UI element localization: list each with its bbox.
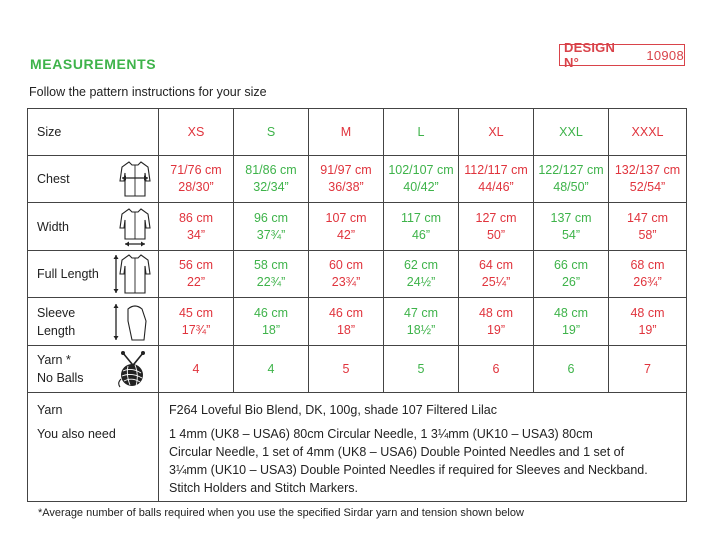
chest-row	[28, 156, 687, 203]
width-cell	[159, 203, 234, 251]
page-subtitle: Follow the pattern instructions for your size	[29, 85, 267, 99]
length-in: 22¾”	[256, 275, 286, 289]
length-cm: 62 cm	[403, 258, 439, 272]
length-cell	[609, 251, 687, 298]
width-cell	[459, 203, 534, 251]
length-in: 26¾”	[633, 275, 662, 289]
length-cm: 60 cm	[328, 258, 364, 272]
balls-cell: 7	[609, 346, 687, 393]
width-cm: 107 cm	[325, 210, 367, 225]
size-label-cell	[28, 109, 159, 156]
length-label-cell	[28, 251, 159, 298]
sleeve-label-cell	[28, 298, 159, 346]
also-need-line: Stitch Holders and Stitch Markers.	[169, 481, 358, 495]
materials-row	[28, 393, 687, 502]
sleeve-cell	[309, 298, 384, 346]
sleeve-label-line: Sleeve	[37, 305, 76, 320]
cardigan-chest-diagram-icon	[118, 159, 152, 199]
length-cm: 56 cm	[178, 258, 214, 272]
chest-cell	[309, 156, 384, 203]
width-in: 58”	[638, 227, 657, 242]
materials-label-cell	[28, 393, 159, 502]
also-need-line: 3¼mm (UK10 – USA3) Double Pointed Needles if required for Sleeves and Neckband.	[169, 463, 648, 477]
materials-cell	[159, 393, 687, 502]
length-cell	[309, 251, 384, 298]
width-label-cell	[28, 203, 159, 251]
balls-cell: 5	[384, 346, 459, 393]
sleeve-in: 19”	[486, 322, 506, 337]
chest-cm: 122/127 cm	[538, 163, 604, 177]
balls-label-cell	[28, 346, 159, 393]
sleeve-length-diagram-icon	[112, 301, 152, 343]
sleeve-in: 19”	[638, 322, 657, 337]
size-header: L	[384, 109, 459, 156]
chest-in: 48/50”	[553, 180, 589, 194]
width-cell	[234, 203, 309, 251]
balls-label	[37, 351, 84, 387]
chest-cm: 91/97 cm	[320, 163, 372, 177]
length-cm: 58 cm	[253, 258, 289, 272]
chest-in: 40/42”	[403, 180, 439, 194]
balls-cell: 5	[309, 346, 384, 393]
chest-in: 52/54”	[629, 180, 666, 194]
size-row	[28, 109, 687, 156]
length-cell	[234, 251, 309, 298]
width-in: 50”	[486, 227, 506, 242]
length-cell	[384, 251, 459, 298]
sleeve-in: 17¾”	[181, 322, 211, 337]
also-need-line: Circular Needle, 1 set of 4mm (UK8 – USA6) Double Pointed Needles and 1 set of	[169, 445, 625, 459]
width-in: 46”	[411, 227, 431, 242]
length-cell	[459, 251, 534, 298]
width-in: 54”	[561, 227, 581, 242]
yarn-label: Yarn	[37, 403, 63, 417]
footnote: *Average number of balls required when you use the specified Sirdar yarn and tension shown below	[38, 507, 524, 519]
design-label: DESIGN N°	[564, 40, 616, 70]
sleeve-in: 18½”	[406, 322, 436, 337]
sleeve-cm: 47 cm	[403, 305, 439, 320]
width-in: 34”	[186, 227, 206, 242]
length-cm: 64 cm	[478, 258, 514, 272]
length-in: 24½”	[406, 275, 436, 289]
width-cm: 137 cm	[550, 210, 592, 225]
page-title: MEASUREMENTS	[30, 56, 157, 72]
sleeve-in: 19”	[561, 322, 581, 337]
balls-label-line: Yarn *	[37, 353, 71, 367]
width-in: 37¾”	[256, 227, 286, 242]
chest-cell	[534, 156, 609, 203]
sleeve-cell	[384, 298, 459, 346]
size-header: S	[234, 109, 309, 156]
sleeve-label-line: Length	[37, 323, 76, 338]
sleeve-cell	[234, 298, 309, 346]
chest-cm: 102/107 cm	[388, 163, 454, 177]
chest-cell	[609, 156, 687, 203]
width-row	[28, 203, 687, 251]
sleeve-cell	[534, 298, 609, 346]
length-in: 23¾”	[331, 275, 361, 289]
sleeve-row	[28, 298, 687, 346]
design-number: 10908	[646, 47, 684, 63]
chest-in: 28/30”	[178, 180, 214, 194]
length-in: 22”	[186, 275, 206, 289]
balls-cell: 6	[459, 346, 534, 393]
chest-cm: 81/86 cm	[245, 163, 297, 177]
length-row	[28, 251, 687, 298]
sleeve-cm: 46 cm	[253, 305, 289, 320]
width-cm: 127 cm	[475, 210, 517, 225]
balls-row	[28, 346, 687, 393]
sleeve-in: 18”	[336, 322, 356, 337]
chest-label: Chest	[37, 172, 70, 186]
cardigan-width-diagram-icon	[118, 206, 152, 248]
size-header: XXXL	[609, 109, 687, 156]
length-cell	[159, 251, 234, 298]
sleeve-cm: 48 cm	[478, 305, 514, 320]
length-cm: 66 cm	[553, 258, 589, 272]
length-cm: 68 cm	[630, 258, 665, 272]
width-cm: 96 cm	[253, 210, 289, 225]
chest-cell	[234, 156, 309, 203]
chest-label-cell	[28, 156, 159, 203]
width-cell	[534, 203, 609, 251]
chest-in: 32/34”	[253, 180, 289, 194]
cardigan-length-diagram-icon	[112, 252, 152, 296]
size-header: XXL	[534, 109, 609, 156]
size-header: M	[309, 109, 384, 156]
width-cm: 147 cm	[627, 210, 668, 225]
length-in: 26”	[561, 275, 581, 289]
sleeve-cell	[459, 298, 534, 346]
balls-cell: 6	[534, 346, 609, 393]
also-need-label: You also need	[37, 427, 116, 441]
sleeve-in: 18”	[261, 322, 281, 337]
sleeve-cell	[159, 298, 234, 346]
balls-cell: 4	[234, 346, 309, 393]
sleeve-cm: 45 cm	[178, 305, 214, 320]
width-label: Width	[37, 219, 69, 234]
chest-cm: 112/117 cm	[464, 163, 528, 177]
length-in: 25¼”	[481, 275, 511, 289]
sleeve-cell	[609, 298, 687, 346]
chest-in: 36/38”	[328, 180, 364, 194]
balls-cell: 4	[159, 346, 234, 393]
width-cm: 86 cm	[178, 210, 214, 225]
chest-cell	[384, 156, 459, 203]
length-label: Full Length	[37, 267, 99, 281]
width-cell	[609, 203, 687, 251]
sleeve-cm: 48 cm	[553, 305, 589, 320]
also-need-line: 1 4mm (UK8 – USA6) 80cm Circular Needle, 1 3¼mm (UK10 – USA3) 80cm	[169, 427, 593, 441]
size-header: XS	[159, 109, 234, 156]
chest-cm: 71/76 cm	[170, 163, 222, 177]
yarn-ball-icon	[114, 349, 152, 389]
size-label: Size	[37, 125, 62, 139]
chest-cell	[159, 156, 234, 203]
design-number-box	[559, 40, 685, 70]
width-in: 42”	[336, 227, 356, 242]
chest-cm: 132/137 cm	[614, 163, 681, 177]
width-cell	[384, 203, 459, 251]
length-cell	[534, 251, 609, 298]
sleeve-cm: 46 cm	[328, 305, 364, 320]
size-header: XL	[459, 109, 534, 156]
width-cm: 117 cm	[400, 210, 442, 225]
yarn-text: F264 Loveful Bio Blend, DK, 100g, shade 107 Filtered Lilac	[169, 403, 497, 417]
measurements-table	[27, 108, 687, 502]
balls-label-line: No Balls	[37, 371, 84, 385]
chest-cell	[459, 156, 534, 203]
sleeve-label	[37, 304, 75, 340]
width-cell	[309, 203, 384, 251]
chest-in: 44/46”	[478, 180, 514, 194]
sleeve-cm: 48 cm	[630, 305, 665, 320]
